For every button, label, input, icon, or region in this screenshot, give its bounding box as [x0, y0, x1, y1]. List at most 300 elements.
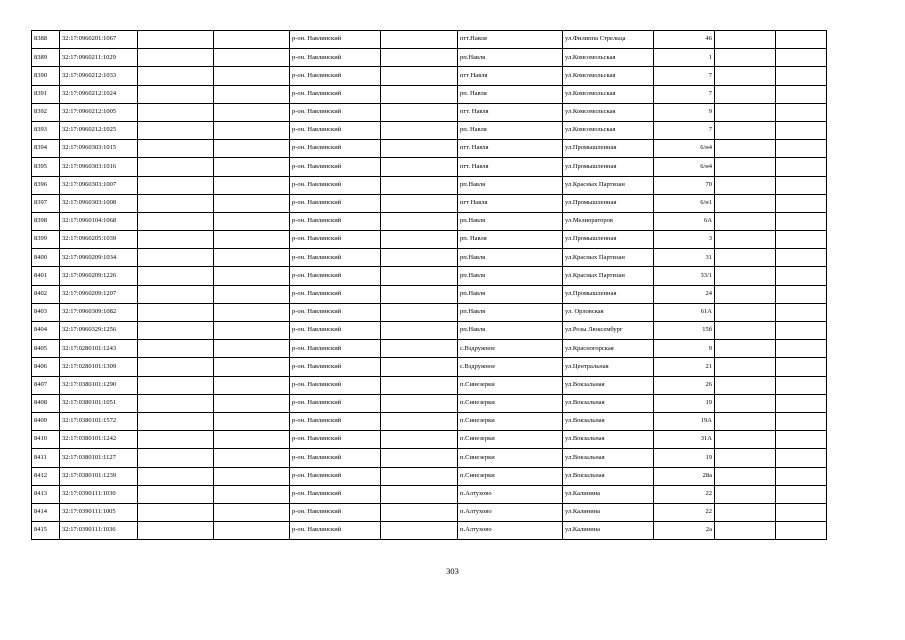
cadastral-number-cell: 32:17:0380101:1127 [60, 449, 138, 467]
street-cell: ул.Промышленная [563, 194, 654, 212]
empty-cell [214, 158, 290, 176]
district-cell: р-он. Навлинский [290, 121, 381, 139]
settlement-cell: рп.Навля [458, 322, 563, 340]
district-cell: р-он. Навлинский [290, 503, 381, 521]
empty-cell [138, 231, 214, 249]
row-number-cell: 8410 [32, 431, 60, 449]
empty-cell [715, 449, 776, 467]
table-row [32, 522, 827, 540]
district-cell: р-он. Навлинский [290, 340, 381, 358]
street-cell: ул.Вокзальная [563, 467, 654, 485]
street-cell: ул.Комсомольская [563, 67, 654, 85]
empty-cell [214, 121, 290, 139]
cadastral-number-cell: 32:17:0960212:1024 [60, 85, 138, 103]
table-row [32, 85, 827, 103]
cadastral-number-cell: 32:17:0960329:1256 [60, 322, 138, 340]
house-number-cell: 22 [654, 503, 715, 521]
district-cell: р-он. Навлинский [290, 394, 381, 412]
empty-cell [214, 285, 290, 303]
row-number-cell: 8403 [32, 303, 60, 321]
row-number-cell: 8415 [32, 522, 60, 540]
settlement-cell: п.Синезерки [458, 412, 563, 430]
empty-cell [381, 121, 458, 139]
table-row [32, 485, 827, 503]
empty-cell [381, 449, 458, 467]
empty-cell [138, 503, 214, 521]
table-row [32, 322, 827, 340]
settlement-cell: рп.Навля [458, 285, 563, 303]
cadastral-number-cell: 32:17:0960212:1025 [60, 121, 138, 139]
empty-cell [138, 485, 214, 503]
table-row [32, 412, 827, 430]
empty-cell [715, 158, 776, 176]
house-number-cell: 46 [654, 31, 715, 49]
district-cell: р-он. Навлинский [290, 431, 381, 449]
street-cell: ул.Промышленная [563, 231, 654, 249]
empty-cell [715, 212, 776, 230]
house-number-cell: 7 [654, 67, 715, 85]
empty-cell [381, 358, 458, 376]
street-cell: ул.Вокзальная [563, 412, 654, 430]
empty-cell [381, 176, 458, 194]
settlement-cell: с.Вздружное [458, 340, 563, 358]
row-number-cell: 8402 [32, 285, 60, 303]
empty-cell [381, 49, 458, 67]
empty-cell [214, 322, 290, 340]
district-cell: р-он. Навлинский [290, 85, 381, 103]
empty-cell [138, 249, 214, 267]
table-row [32, 285, 827, 303]
empty-cell [715, 121, 776, 139]
empty-cell [715, 303, 776, 321]
row-number-cell: 8400 [32, 249, 60, 267]
empty-cell [381, 231, 458, 249]
empty-cell [776, 431, 827, 449]
row-number-cell: 8409 [32, 412, 60, 430]
street-cell: ул.Вокзальная [563, 431, 654, 449]
settlement-cell: рп. Навля [458, 231, 563, 249]
house-number-cell: 61А [654, 303, 715, 321]
empty-cell [214, 485, 290, 503]
empty-cell [138, 303, 214, 321]
table-row [32, 212, 827, 230]
empty-cell [214, 140, 290, 158]
settlement-cell: рп. Навля [458, 121, 563, 139]
row-number-cell: 8388 [32, 31, 60, 49]
table-row [32, 158, 827, 176]
empty-cell [715, 376, 776, 394]
empty-cell [715, 522, 776, 540]
empty-cell [776, 485, 827, 503]
cadastral-number-cell: 32:17:0960211:1029 [60, 49, 138, 67]
row-number-cell: 8389 [32, 49, 60, 67]
empty-cell [715, 394, 776, 412]
empty-cell [776, 121, 827, 139]
empty-cell [776, 176, 827, 194]
house-number-cell: 24 [654, 285, 715, 303]
empty-cell [138, 394, 214, 412]
street-cell: ул.Комсомольская [563, 103, 654, 121]
table-row [32, 176, 827, 194]
house-number-cell: 9 [654, 103, 715, 121]
empty-cell [776, 49, 827, 67]
district-cell: р-он. Навлинский [290, 67, 381, 85]
district-cell: р-он. Навлинский [290, 140, 381, 158]
empty-cell [214, 467, 290, 485]
empty-cell [214, 231, 290, 249]
district-cell: р-он. Навлинский [290, 303, 381, 321]
empty-cell [214, 267, 290, 285]
settlement-cell: пгт.Навля [458, 31, 563, 49]
empty-cell [381, 140, 458, 158]
empty-cell [776, 103, 827, 121]
row-number-cell: 8412 [32, 467, 60, 485]
empty-cell [138, 267, 214, 285]
cadastral-number-cell: 32:17:0390111:1005 [60, 503, 138, 521]
settlement-cell: рп.Навля [458, 49, 563, 67]
empty-cell [776, 394, 827, 412]
row-number-cell: 8395 [32, 158, 60, 176]
empty-cell [138, 376, 214, 394]
empty-cell [715, 49, 776, 67]
empty-cell [381, 322, 458, 340]
house-number-cell: 31А [654, 431, 715, 449]
cadastral-number-cell: 32:17:0280101:1243 [60, 340, 138, 358]
empty-cell [214, 376, 290, 394]
empty-cell [381, 485, 458, 503]
empty-cell [381, 267, 458, 285]
table-row [32, 249, 827, 267]
address-table [31, 30, 827, 540]
empty-cell [214, 412, 290, 430]
empty-cell [715, 431, 776, 449]
empty-cell [214, 31, 290, 49]
table-row [32, 449, 827, 467]
row-number-cell: 8414 [32, 503, 60, 521]
empty-cell [776, 376, 827, 394]
table-row [32, 121, 827, 139]
empty-cell [776, 231, 827, 249]
settlement-cell: п.Синезерки [458, 449, 563, 467]
table-row [32, 303, 827, 321]
table-row [32, 31, 827, 49]
district-cell: р-он. Навлинский [290, 31, 381, 49]
cadastral-number-cell: 32:17:0390111:1036 [60, 522, 138, 540]
empty-cell [214, 358, 290, 376]
district-cell: р-он. Навлинский [290, 212, 381, 230]
settlement-cell: п.Синезерки [458, 467, 563, 485]
cadastral-number-cell: 32:17:0960303:1007 [60, 176, 138, 194]
row-number-cell: 8392 [32, 103, 60, 121]
empty-cell [381, 467, 458, 485]
settlement-cell: п.Синезерки [458, 376, 563, 394]
table-row [32, 394, 827, 412]
house-number-cell: 15б [654, 322, 715, 340]
empty-cell [381, 431, 458, 449]
empty-cell [715, 194, 776, 212]
empty-cell [715, 31, 776, 49]
settlement-cell: пгт. Навля [458, 103, 563, 121]
table-body [32, 31, 827, 540]
street-cell: ул.Красных Партизан [563, 176, 654, 194]
empty-cell [214, 303, 290, 321]
empty-cell [776, 285, 827, 303]
empty-cell [715, 412, 776, 430]
empty-cell [138, 121, 214, 139]
empty-cell [715, 67, 776, 85]
empty-cell [381, 85, 458, 103]
street-cell: ул.Промышленная [563, 285, 654, 303]
settlement-cell: п.Алтухово [458, 503, 563, 521]
table-row [32, 431, 827, 449]
row-number-cell: 8397 [32, 194, 60, 212]
district-cell: р-он. Навлинский [290, 103, 381, 121]
row-number-cell: 8413 [32, 485, 60, 503]
settlement-cell: п.Синезерки [458, 431, 563, 449]
empty-cell [776, 85, 827, 103]
page-number: 303 [446, 566, 459, 576]
table-row [32, 103, 827, 121]
empty-cell [138, 340, 214, 358]
empty-cell [214, 340, 290, 358]
settlement-cell: рп.Навля [458, 267, 563, 285]
house-number-cell: 6/н4 [654, 140, 715, 158]
house-number-cell: 19 [654, 449, 715, 467]
empty-cell [381, 67, 458, 85]
empty-cell [715, 322, 776, 340]
empty-cell [138, 358, 214, 376]
row-number-cell: 8390 [32, 67, 60, 85]
empty-cell [715, 85, 776, 103]
empty-cell [776, 303, 827, 321]
empty-cell [214, 522, 290, 540]
street-cell: ул.Красных Партизан [563, 249, 654, 267]
empty-cell [776, 140, 827, 158]
empty-cell [214, 431, 290, 449]
row-number-cell: 8398 [32, 212, 60, 230]
table-row [32, 67, 827, 85]
row-number-cell: 8406 [32, 358, 60, 376]
house-number-cell: 3 [654, 231, 715, 249]
empty-cell [381, 194, 458, 212]
cadastral-number-cell: 32:17:0960209:1207 [60, 285, 138, 303]
empty-cell [776, 522, 827, 540]
district-cell: р-он. Навлинский [290, 522, 381, 540]
row-number-cell: 8405 [32, 340, 60, 358]
empty-cell [138, 85, 214, 103]
empty-cell [776, 412, 827, 430]
settlement-cell: рп.Навля [458, 212, 563, 230]
cadastral-number-cell: 32:17:0960205:1039 [60, 231, 138, 249]
empty-cell [776, 194, 827, 212]
cadastral-number-cell: 32:17:0380101:1242 [60, 431, 138, 449]
cadastral-number-cell: 32:17:0960209:1226 [60, 267, 138, 285]
table-row [32, 467, 827, 485]
empty-cell [715, 485, 776, 503]
empty-cell [776, 212, 827, 230]
empty-cell [776, 249, 827, 267]
row-number-cell: 8396 [32, 176, 60, 194]
empty-cell [715, 231, 776, 249]
empty-cell [776, 449, 827, 467]
empty-cell [138, 212, 214, 230]
table-row [32, 267, 827, 285]
table-row [32, 358, 827, 376]
empty-cell [214, 212, 290, 230]
empty-cell [715, 467, 776, 485]
cadastral-number-cell: 32:17:0380101:1290 [60, 376, 138, 394]
district-cell: р-он. Навлинский [290, 449, 381, 467]
district-cell: р-он. Навлинский [290, 376, 381, 394]
empty-cell [138, 158, 214, 176]
street-cell: ул.Вокзальная [563, 449, 654, 467]
empty-cell [214, 67, 290, 85]
house-number-cell: 70 [654, 176, 715, 194]
street-cell: ул.Промышленная [563, 140, 654, 158]
cadastral-number-cell: 32:17:0960309:1082 [60, 303, 138, 321]
district-cell: р-он. Навлинский [290, 194, 381, 212]
empty-cell [214, 394, 290, 412]
empty-cell [715, 249, 776, 267]
settlement-cell: пгт Навля [458, 194, 563, 212]
house-number-cell: 2а [654, 522, 715, 540]
empty-cell [381, 103, 458, 121]
empty-cell [715, 358, 776, 376]
street-cell: ул.Вокзальная [563, 376, 654, 394]
empty-cell [214, 103, 290, 121]
house-number-cell: 6А [654, 212, 715, 230]
cadastral-number-cell: 32:17:0390111:1030 [60, 485, 138, 503]
street-cell: ул.Красногорская [563, 340, 654, 358]
row-number-cell: 8411 [32, 449, 60, 467]
house-number-cell: 1 [654, 49, 715, 67]
cadastral-number-cell: 32:17:0960212:1033 [60, 67, 138, 85]
row-number-cell: 8408 [32, 394, 60, 412]
table-row [32, 49, 827, 67]
street-cell: ул.Розы Люксембург [563, 322, 654, 340]
table-row [32, 231, 827, 249]
row-number-cell: 8407 [32, 376, 60, 394]
empty-cell [138, 412, 214, 430]
empty-cell [381, 303, 458, 321]
district-cell: р-он. Навлинский [290, 249, 381, 267]
cadastral-number-cell: 32:17:0960303:1015 [60, 140, 138, 158]
empty-cell [776, 322, 827, 340]
house-number-cell: 9 [654, 340, 715, 358]
empty-cell [776, 31, 827, 49]
empty-cell [715, 176, 776, 194]
street-cell: ул.Филиппа Стрельца [563, 31, 654, 49]
cadastral-number-cell: 32:17:0960104:1068 [60, 212, 138, 230]
district-cell: р-он. Навлинский [290, 412, 381, 430]
street-cell: ул.Красных Партизан [563, 267, 654, 285]
empty-cell [138, 31, 214, 49]
street-cell: ул.Комсомольская [563, 49, 654, 67]
table-row [32, 140, 827, 158]
empty-cell [715, 285, 776, 303]
street-cell: ул. Орловская [563, 303, 654, 321]
empty-cell [381, 412, 458, 430]
settlement-cell: пгт. Навля [458, 140, 563, 158]
house-number-cell: 31 [654, 249, 715, 267]
district-cell: р-он. Навлинский [290, 49, 381, 67]
house-number-cell: 7 [654, 85, 715, 103]
empty-cell [776, 267, 827, 285]
district-cell: р-он. Навлинский [290, 267, 381, 285]
empty-cell [715, 140, 776, 158]
cadastral-number-cell: 32:17:0380101:1239 [60, 467, 138, 485]
cadastral-number-cell: 32:17:0960201:1067 [60, 31, 138, 49]
settlement-cell: рп.Навля [458, 176, 563, 194]
empty-cell [214, 503, 290, 521]
table-row [32, 340, 827, 358]
house-number-cell: 28а [654, 467, 715, 485]
house-number-cell: 6/н4 [654, 158, 715, 176]
empty-cell [214, 249, 290, 267]
empty-cell [715, 103, 776, 121]
house-number-cell: 26 [654, 376, 715, 394]
empty-cell [138, 431, 214, 449]
district-cell: р-он. Навлинский [290, 176, 381, 194]
house-number-cell: 7 [654, 121, 715, 139]
empty-cell [138, 67, 214, 85]
empty-cell [138, 522, 214, 540]
settlement-cell: рп.Навля [458, 249, 563, 267]
empty-cell [138, 322, 214, 340]
house-number-cell: 22 [654, 485, 715, 503]
row-number-cell: 8391 [32, 85, 60, 103]
row-number-cell: 8404 [32, 322, 60, 340]
cadastral-number-cell: 32:17:0380101:1051 [60, 394, 138, 412]
empty-cell [715, 267, 776, 285]
street-cell: ул.Центральная [563, 358, 654, 376]
empty-cell [776, 67, 827, 85]
settlement-cell: п.Алтухово [458, 522, 563, 540]
settlement-cell: п.Алтухово [458, 485, 563, 503]
street-cell: ул.Калинина [563, 503, 654, 521]
empty-cell [214, 449, 290, 467]
empty-cell [776, 340, 827, 358]
cadastral-number-cell: 32:17:0280101:1309 [60, 358, 138, 376]
empty-cell [776, 358, 827, 376]
district-cell: р-он. Навлинский [290, 358, 381, 376]
empty-cell [381, 376, 458, 394]
house-number-cell: 19 [654, 394, 715, 412]
street-cell: ул.Калинина [563, 485, 654, 503]
empty-cell [715, 340, 776, 358]
empty-cell [776, 503, 827, 521]
street-cell: ул.Мелиораторов [563, 212, 654, 230]
district-cell: р-он. Навлинский [290, 467, 381, 485]
settlement-cell: рп. Навля [458, 85, 563, 103]
district-cell: р-он. Навлинский [290, 485, 381, 503]
empty-cell [381, 249, 458, 267]
settlement-cell: с.Вздружное [458, 358, 563, 376]
row-number-cell: 8393 [32, 121, 60, 139]
house-number-cell: 6/н1 [654, 194, 715, 212]
empty-cell [381, 31, 458, 49]
empty-cell [381, 503, 458, 521]
district-cell: р-он. Навлинский [290, 231, 381, 249]
empty-cell [214, 176, 290, 194]
empty-cell [138, 49, 214, 67]
empty-cell [381, 212, 458, 230]
empty-cell [138, 467, 214, 485]
cadastral-number-cell: 32:17:0960303:1016 [60, 158, 138, 176]
empty-cell [138, 449, 214, 467]
empty-cell [138, 194, 214, 212]
empty-cell [381, 340, 458, 358]
